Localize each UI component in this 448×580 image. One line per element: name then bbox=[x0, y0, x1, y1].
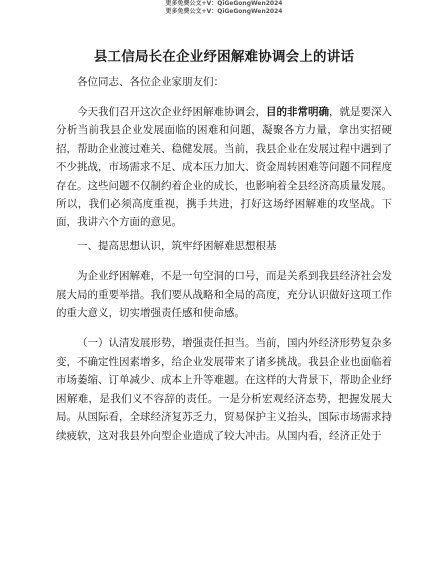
watermark-line-1: 更多免费公文+V：QiGeGongWen2024 bbox=[165, 0, 283, 7]
paragraph-subsection-1: （一）认清发展形势，增强责任担当。当前，国内外经济形势复杂多变，不确定性因素增多，给企业发展带来了诸多挑战。我县企业也面临着市场萎缩、订单减少、成本上升等难题。在这样的大背景下，帮助企业纾困解难，是我们义不容辞的责任。一是分析宏观经济态势，把握发展大局。从国际看，全球经济复苏乏力，贸易保护主义抬头，国际市场需求持续疲软，这对我县外向型企业造成了较大冲击。从国内看，经济正处于 bbox=[56, 337, 392, 442]
paragraph-intro bbox=[56, 103, 392, 232]
watermark-line-2: 更多免费公文+V：QiGeGongWen2024 bbox=[165, 8, 283, 15]
document-title: 县工信局长在企业纾困解难协调会上的讲话 bbox=[93, 49, 355, 65]
watermark-header bbox=[56, 0, 392, 15]
section-heading-1: 一、提高思想认识，筑牢纾困解难思想根基 bbox=[77, 239, 277, 252]
intro-body-text: ，就是要深入分析当前我县企业发展面临的困难和问题，凝聚各方力量，拿出实招硬招，帮助企业渡过难关、稳健发展。当前，我县企业在发展过程中遇到了不少挑战，市场需求不足、成本压力加大、资金周转困难等问题不同程度存在。这些问题不仅制约着企业的成长，也影响着全县经济高质量发展。所以，我们必须高度重视，携手共进，打好这场纾困解难的攻坚战。下面，我讲六个方面的意见。 bbox=[56, 106, 392, 229]
intro-lead-text: 今天我们召开这次企业纾困解难协调会， bbox=[77, 106, 266, 118]
salutation: 各位同志、各位企业家朋友们： bbox=[77, 76, 224, 88]
intro-emphasis-text: 目的非常明确 bbox=[266, 106, 329, 118]
paragraph-section-1: 为企业纾困解难，不是一句空洞的口号，而是关系到我县经济社会发展大局的重要举措。我们要从战略和全局的高度，充分认识做好这项工作的重大意义，切实增强责任感和使命感。 bbox=[56, 270, 392, 320]
